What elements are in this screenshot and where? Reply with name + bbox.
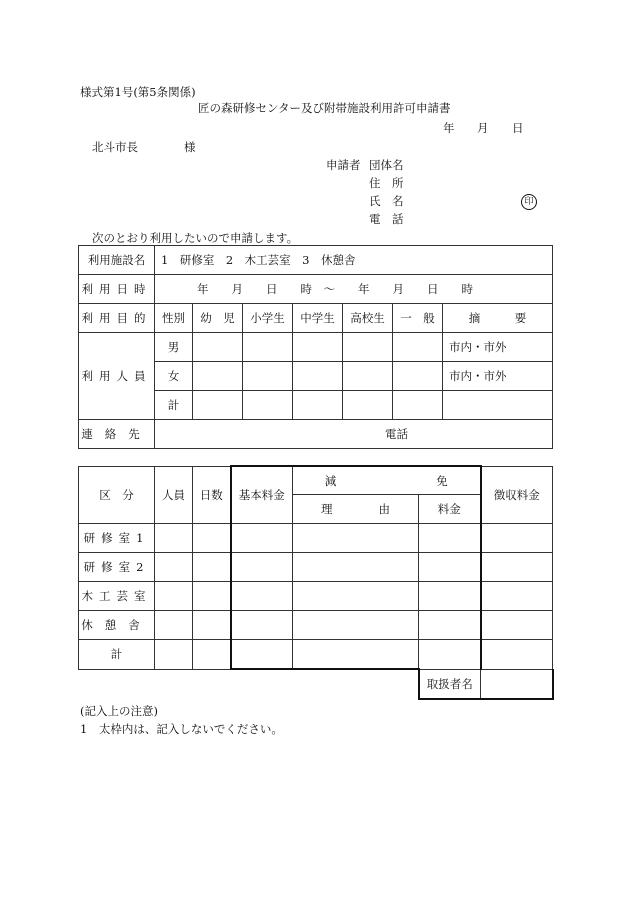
row-rest-house: 休憩舎	[79, 611, 155, 640]
handler-value	[481, 669, 553, 699]
cell	[419, 582, 481, 611]
row-training-room-1: 研修室1	[79, 524, 155, 553]
date-value[interactable]: 年 月 日 時 ～ 年 月 日 時	[155, 275, 553, 304]
date-year: 年	[443, 121, 455, 135]
cell[interactable]	[293, 333, 343, 362]
cell	[231, 640, 293, 670]
cell[interactable]	[343, 391, 393, 420]
cell	[231, 611, 293, 640]
contact-phone[interactable]: 電話	[155, 420, 553, 449]
cell	[293, 553, 419, 582]
col-base-fee: 基本料金	[231, 466, 293, 524]
address-label: 住 所	[369, 176, 404, 190]
cell[interactable]	[155, 524, 193, 553]
cell	[481, 611, 553, 640]
addressee: 北斗市長	[92, 140, 138, 154]
cell	[231, 553, 293, 582]
col-people: 人員	[155, 466, 193, 524]
form-number: 様式第1号(第5条関係)	[80, 85, 196, 99]
cell	[293, 640, 419, 670]
cell	[293, 611, 419, 640]
document-title: 匠の森研修センター及び附帯施設利用許可申請書	[198, 101, 451, 115]
date-label: 利用日時	[79, 275, 155, 304]
col-reduction	[293, 466, 481, 495]
usage-table	[78, 245, 553, 449]
cell[interactable]	[243, 391, 293, 420]
cell[interactable]	[155, 640, 193, 670]
contact-label: 連絡先	[79, 420, 155, 449]
cell[interactable]	[443, 391, 553, 420]
facility-value[interactable]: 1 研修室 2 木工芸室 3 休憩舎	[155, 246, 553, 275]
cell[interactable]	[393, 362, 443, 391]
col-fee: 料金	[419, 495, 481, 524]
row-training-room-2: 研修室2	[79, 553, 155, 582]
cell[interactable]	[393, 333, 443, 362]
cell[interactable]	[193, 333, 243, 362]
cell[interactable]	[343, 362, 393, 391]
col-category: 区 分	[79, 466, 155, 524]
row-woodcraft-room: 木工芸室	[79, 582, 155, 611]
cell[interactable]	[193, 524, 231, 553]
cell	[481, 524, 553, 553]
cell[interactable]	[293, 391, 343, 420]
cell	[293, 582, 419, 611]
col-high: 高校生	[343, 304, 393, 333]
row-female: 女	[155, 362, 193, 391]
cell[interactable]	[293, 362, 343, 391]
cell[interactable]	[193, 553, 231, 582]
cell[interactable]	[193, 640, 231, 670]
cell[interactable]	[243, 333, 293, 362]
purpose-label: 利用目的	[79, 304, 155, 333]
cell[interactable]	[155, 582, 193, 611]
users-label: 利用人員	[79, 333, 155, 420]
honorific: 様	[184, 140, 196, 154]
date-month: 月	[477, 121, 489, 135]
col-middle: 中学生	[293, 304, 343, 333]
row-male: 男	[155, 333, 193, 362]
cell	[419, 640, 481, 670]
cell[interactable]	[155, 611, 193, 640]
col-elementary: 小学生	[243, 304, 293, 333]
intro-text: 次のとおり利用したいので申請します。	[92, 231, 299, 245]
reduction-right: 免	[436, 473, 448, 488]
cell	[419, 611, 481, 640]
col-reason: 理 由	[293, 495, 419, 524]
seal-icon: 印	[521, 193, 537, 210]
cell	[481, 553, 553, 582]
notes-heading: (記入上の注意)	[80, 704, 158, 718]
cell	[419, 553, 481, 582]
city-female: 市内・市外	[443, 362, 553, 391]
facility-label: 利用施設名	[79, 246, 155, 275]
row-total: 計	[79, 640, 155, 670]
row-total: 計	[155, 391, 193, 420]
cell[interactable]	[243, 362, 293, 391]
handler-label: 取扱者名	[419, 669, 481, 699]
cell[interactable]	[193, 391, 243, 420]
cell	[481, 640, 553, 670]
col-infant: 幼 児	[193, 304, 243, 333]
col-notes: 摘 要	[443, 304, 553, 333]
col-gender: 性別	[155, 304, 193, 333]
cell[interactable]	[193, 611, 231, 640]
city-male: 市内・市外	[443, 333, 553, 362]
cell	[293, 524, 419, 553]
col-collected: 徴収料金	[481, 466, 553, 524]
applicant-label: 申請者	[326, 158, 361, 172]
cell[interactable]	[193, 362, 243, 391]
org-name-label: 団体名	[369, 158, 404, 172]
cell	[481, 582, 553, 611]
cell[interactable]	[393, 391, 443, 420]
phone-label: 電 話	[369, 212, 404, 226]
cell[interactable]	[193, 582, 231, 611]
reduction-left: 減	[324, 473, 337, 488]
cell	[419, 524, 481, 553]
cell	[231, 582, 293, 611]
cell	[231, 524, 293, 553]
cell[interactable]	[155, 553, 193, 582]
col-days: 日数	[193, 466, 231, 524]
col-general: 一 般	[393, 304, 443, 333]
name-label: 氏 名	[369, 194, 404, 208]
date-day: 日	[512, 121, 524, 135]
cell[interactable]	[343, 333, 393, 362]
notes-item-1: 1 太枠内は、記入しないでください。	[80, 722, 283, 736]
fee-table	[78, 465, 554, 700]
